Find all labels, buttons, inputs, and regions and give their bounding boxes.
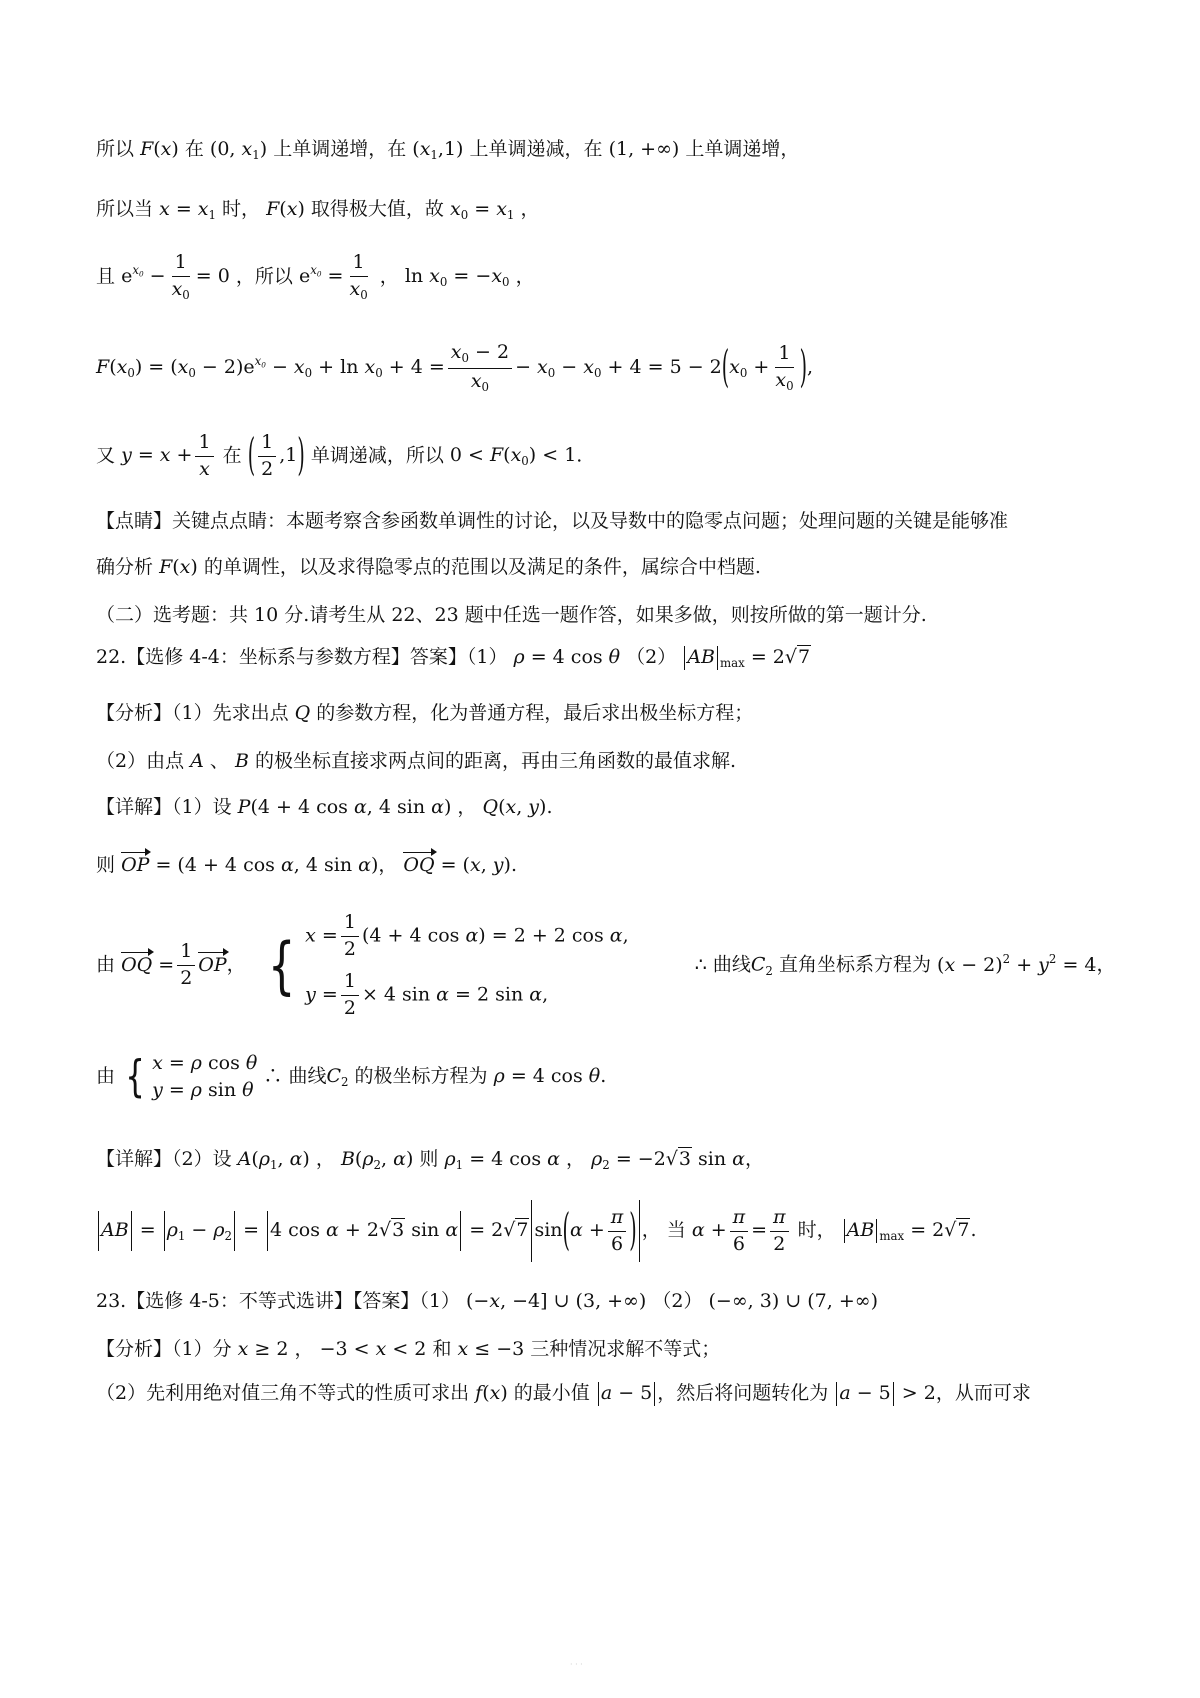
math: x ≥ 2	[237, 1338, 289, 1360]
math: AB $_{max}$ = 2√7	[682, 646, 811, 668]
text: 确分析	[96, 556, 154, 578]
text: ，然后将问题转化为	[657, 1382, 829, 1404]
text: ，	[457, 796, 477, 818]
math: x ≤ −3	[457, 1338, 525, 1360]
math: y = x + $\frac{1}{x}$	[121, 444, 217, 466]
math: $B(\rho_2$, α)	[340, 1148, 414, 1173]
text: 【详解】	[96, 1148, 173, 1170]
math: $(x - 2)^2 + y^2 = 4$	[937, 951, 1097, 976]
math-interval: $(x_1,1)$	[412, 138, 464, 163]
math: $0 < F(x_0) < 1$	[449, 444, 577, 469]
q22-system: 由 OQ = $\frac{1}{2}$ OP， { x = $\frac{1}{2}$ (4 + 4 cos α) = 2 + 2 cos α, y = $\frac{1}{2}$ × 4 sin α = 2 sin α, ∴ 曲线$C_2$ 直角坐标系方程为 $(x - 2)^2 + y^2 = 4$，	[96, 911, 1116, 1019]
math: ∴	[694, 953, 707, 976]
q23-analysis-1	[96, 1338, 720, 1361]
text: ，	[294, 1338, 314, 1360]
text: 【分析】	[96, 1338, 173, 1360]
text: （2）由点	[96, 750, 185, 772]
math: P(4 + 4 cos α, 4 sin α)	[237, 796, 452, 818]
q22-vectors: 则 OP = (4 + 4 cos α, 4 sin α)， OQ = (x, y).	[96, 854, 517, 876]
text: 则	[96, 854, 116, 876]
math-system: { x = $\frac{1}{2}$ (4 + 4 cos α) = 2 + 2 cos α, y = $\frac{1}{2}$ × 4 sin α = 2 sin α,	[267, 911, 629, 1019]
math: B	[234, 750, 249, 772]
text: 在	[222, 444, 242, 467]
math: $x_0 = x_1$	[449, 198, 515, 223]
text: 所以当	[96, 198, 154, 220]
text: .	[576, 444, 583, 467]
text: 【分析】	[96, 702, 173, 724]
text: 在	[184, 138, 204, 160]
math: ρ = 4 cos θ	[513, 646, 621, 668]
text: 关键点点睛：本题考察含参函数单调性的讨论，以及导数中的隐零点问题；处理问题的关键是能够准	[172, 510, 1009, 532]
math: A	[190, 750, 204, 772]
math-system: { x = ρ cos θ y = ρ sin θ	[125, 1050, 258, 1102]
math: ρ = 4 cos θ	[493, 1064, 601, 1087]
text: ，	[315, 1148, 335, 1170]
text: 时，	[797, 1219, 836, 1241]
math: $\rho_2 = -2√3$ sin α	[591, 1148, 745, 1173]
text: 单调递减，所以	[310, 444, 444, 467]
math: $\ln x_0 = -x_0$	[404, 265, 510, 290]
text: 、	[209, 750, 229, 772]
q23-analysis-2	[96, 1382, 1031, 1406]
q22-header	[96, 646, 811, 670]
text: 的单调性，以及求得隐零点的范围以及满足的条件，属综合中档题.	[203, 556, 761, 578]
math: $e^{x_0}$ = $\frac{1}{x_0}$	[298, 251, 368, 302]
text: 上单调递增，在	[273, 138, 407, 160]
q22-analysis-2	[96, 750, 736, 773]
text: 的极坐标方程为	[354, 1064, 488, 1087]
text: .	[546, 796, 553, 818]
math: F(x)	[266, 198, 305, 220]
text: 上单调递减，在	[469, 138, 603, 160]
math: $A(\rho_1$, α)	[237, 1148, 310, 1173]
text: 三种情况求解不等式；	[530, 1338, 721, 1360]
math: OQ = (x, y)	[403, 854, 511, 876]
text-line-2	[96, 198, 539, 222]
text: 取得极大值，故	[310, 198, 444, 220]
math-interval: (0, $x_1$)	[209, 138, 268, 163]
math: F(x)	[159, 556, 198, 578]
footer-mark: · · ·	[570, 1660, 583, 1669]
text: 上单调递增，	[685, 138, 800, 160]
text: 由	[96, 1064, 116, 1087]
text: （1）设	[172, 796, 232, 818]
text: （1）先求出点	[172, 702, 289, 724]
text-line-3	[96, 252, 535, 303]
text: ，从而可求	[935, 1382, 1031, 1404]
text-line-5	[96, 432, 582, 481]
math: OQ = $\frac{1}{2}$ OP	[121, 940, 227, 990]
math: (−∞, 3) ∪ (7, +∞)	[708, 1290, 878, 1312]
math: )	[171, 138, 179, 160]
text: 的极坐标直接求两点间的距离，再由三角函数的最值求解.	[255, 750, 737, 772]
text: ，	[379, 265, 399, 288]
q22-analysis-1	[96, 702, 753, 725]
math: (	[153, 138, 161, 160]
math: 2	[341, 1074, 349, 1089]
text: 22.【选修 4-4：坐标系与参数方程】答案】	[96, 646, 467, 668]
math: f(x)	[475, 1382, 508, 1404]
text: （2）	[652, 1290, 703, 1312]
math-interval: (1, +∞)	[608, 138, 680, 160]
math: C	[750, 953, 766, 976]
math: ∴	[263, 1064, 283, 1087]
text: （2）先利用绝对值三角不等式的性质可求出	[96, 1382, 470, 1404]
math: $\rho_1 = 4$ cos α	[444, 1148, 560, 1173]
text: ，	[515, 265, 535, 288]
q22-distance: AB = $\rho_1 - \rho_2 = 4$ cos α + 2√3 sin α = 2√7 sin(α + $\frac{\pi}{6}$ ) ， 当 α + $\frac{\pi}{6}$ = $\frac{\pi}{2}$ 时， AB $_{max}$ = 2√7.	[96, 1200, 977, 1262]
text: 和	[432, 1338, 452, 1360]
text: 23.【选修 4-5：不等式选讲】【答案】	[96, 1290, 420, 1312]
math: Q(x, y)	[482, 796, 547, 818]
section-heading: （二）选考题：共 10 分.请考生从 22、23 题中任选一题作答，如果多做，则按所做的第一题计分.	[96, 604, 927, 626]
math: OP = (4 + 4 cos α, 4 sin α)	[121, 854, 379, 876]
math: F	[140, 138, 154, 160]
comment-line-2	[96, 556, 761, 579]
text: ，所以	[235, 265, 293, 288]
q22-polar: 由 { x = ρ cos θ y = ρ sin θ ∴ 曲线$C_2$ 的极坐标方程为 ρ = 4 cos θ.	[96, 1050, 607, 1102]
text: 且	[96, 265, 116, 288]
text: （1）分	[172, 1338, 232, 1360]
text: 时，	[222, 198, 261, 220]
text: 又	[96, 444, 116, 467]
text: （1）	[419, 1290, 460, 1312]
text: 所以	[96, 138, 135, 160]
math: a − 5 > 2	[834, 1382, 936, 1404]
comment-tag: 【点睛】	[96, 510, 173, 532]
math: 2	[765, 963, 773, 978]
text: ，	[566, 1148, 586, 1170]
text: 的最小值	[513, 1382, 590, 1404]
q22-detail-1	[96, 796, 553, 819]
math: C	[326, 1064, 341, 1087]
math: α + $\frac{\pi}{6}$ = $\frac{\pi}{2}$	[692, 1219, 792, 1241]
text: 直角坐标系方程为	[778, 953, 931, 976]
text: 曲线	[712, 953, 751, 976]
q22-detail-2: 【详解】（2）设 $A(\rho_1$, α) ， $B(\rho_2$, α) 则 $\rho_1 = 4$ cos α ， $\rho_2 = -2√3$ sin α，	[96, 1148, 765, 1173]
text: 曲线	[288, 1064, 327, 1087]
text: 由	[96, 953, 116, 976]
text: 则	[419, 1148, 439, 1170]
q23-header	[96, 1290, 878, 1313]
text: （2）	[626, 646, 677, 668]
math: AB $_{max}$ = 2√7	[842, 1219, 971, 1241]
math: a − 5	[596, 1382, 657, 1404]
text: 【详解】	[96, 796, 173, 818]
math: (−x, −4] ∪ (3, +∞)	[466, 1290, 647, 1312]
text: 当	[666, 1219, 686, 1241]
formula-line-4	[96, 342, 813, 394]
comment-line-1	[96, 510, 1008, 533]
text: 的参数方程，化为普通方程，最后求出极坐标方程；	[316, 702, 754, 724]
text: （1）	[466, 646, 508, 668]
math: −3 < x < 2	[319, 1338, 427, 1360]
math: $x = x_1$	[159, 198, 216, 223]
math: ( $\frac{1}{2}$ ,1)	[247, 430, 305, 481]
math: x	[160, 138, 172, 160]
text-line-1	[96, 138, 799, 162]
math: Q	[294, 702, 311, 724]
math: $e^{x_0}$ − $\frac{1}{x_0}$ = 0	[121, 251, 230, 302]
text: ，	[520, 198, 540, 220]
text: （2）设	[172, 1148, 232, 1170]
math: AB = $\rho_1 - \rho_2 = 4$ cos α + 2√3 sin α = 2√7 sin(α + $\frac{\pi}{6}$ )	[96, 1219, 642, 1241]
math: $F(x_0) = (x_0 - 2)e^{x_0} - x_0 + \ln x_0 + 4$ = $\frac{x_0 - 2}{x_0}$ − $x_0 - x_0 + 4 = 5 - 2(x_0$ + $\frac{1}{x_0}$ ),	[96, 341, 814, 394]
